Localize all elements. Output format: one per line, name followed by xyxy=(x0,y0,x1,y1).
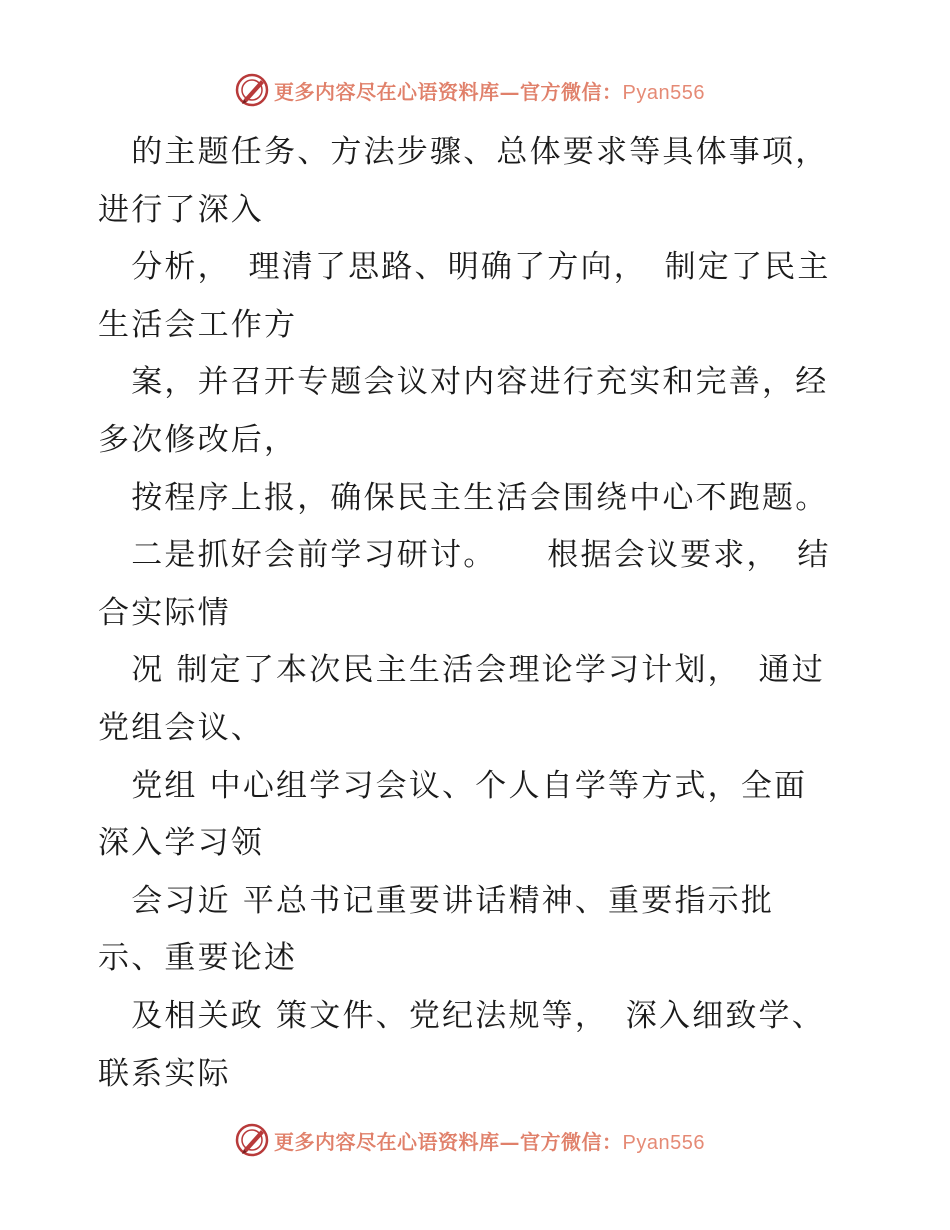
header-banner-id: Pyan556 xyxy=(622,81,705,104)
text-line: 联系实际 xyxy=(98,1055,231,1092)
text-line: 生活会工作方 xyxy=(98,306,298,343)
text-line: 二是抓好会前学习研讨。 根据会议要求， 结 xyxy=(98,537,831,574)
header-banner-main: 更多内容尽在心语资料库 xyxy=(274,79,500,104)
header-banner-text xyxy=(274,76,705,105)
text-line: 示、重要论述 xyxy=(98,940,298,977)
footer-banner-id: Pyan556 xyxy=(622,1131,705,1154)
footer-banner-dash: — xyxy=(499,1129,520,1154)
header-banner-label: 官方微信： xyxy=(520,79,623,104)
text-line: 党组会议、 xyxy=(98,709,264,746)
footer-banner-text xyxy=(274,1126,705,1155)
footer-banner xyxy=(234,1120,754,1160)
text-line: 及相关政 策文件、党纪法规等， 深入细致学、 xyxy=(98,997,825,1034)
pen-logo-icon xyxy=(234,72,270,108)
text-line: 按程序上报，确保民主生活会围绕中心不跑题。 xyxy=(98,479,829,516)
text-line: 会习近 平总书记重要讲话精神、重要指示批 xyxy=(98,882,775,919)
header-banner-dash: — xyxy=(499,79,520,104)
text-line: 的主题任务、方法步骤、总体要求等具体事项， xyxy=(98,134,829,170)
pen-logo-icon xyxy=(234,1122,270,1158)
text-line: 分析， 理清了思路、明确了方向， 制定了民主 xyxy=(98,249,831,286)
text-line: 党组 中心组学习会议、个人自学等方式，全面 xyxy=(98,767,808,804)
text-line: 案，并召开专题会议对内容进行充实和完善，经 xyxy=(98,364,829,401)
footer-banner-main: 更多内容尽在心语资料库 xyxy=(274,1129,500,1154)
text-line: 合实际情 xyxy=(98,594,231,631)
text-line: 进行了深入 xyxy=(98,191,264,228)
footer-banner-label: 官方微信： xyxy=(520,1129,623,1154)
text-line: 多次修改后， xyxy=(98,421,298,458)
body-text xyxy=(98,124,858,1103)
text-line: 况 制定了本次民主生活会理论学习计划， 通过 xyxy=(98,652,825,689)
text-line: 深入学习领 xyxy=(98,825,264,862)
header-banner xyxy=(234,70,754,110)
